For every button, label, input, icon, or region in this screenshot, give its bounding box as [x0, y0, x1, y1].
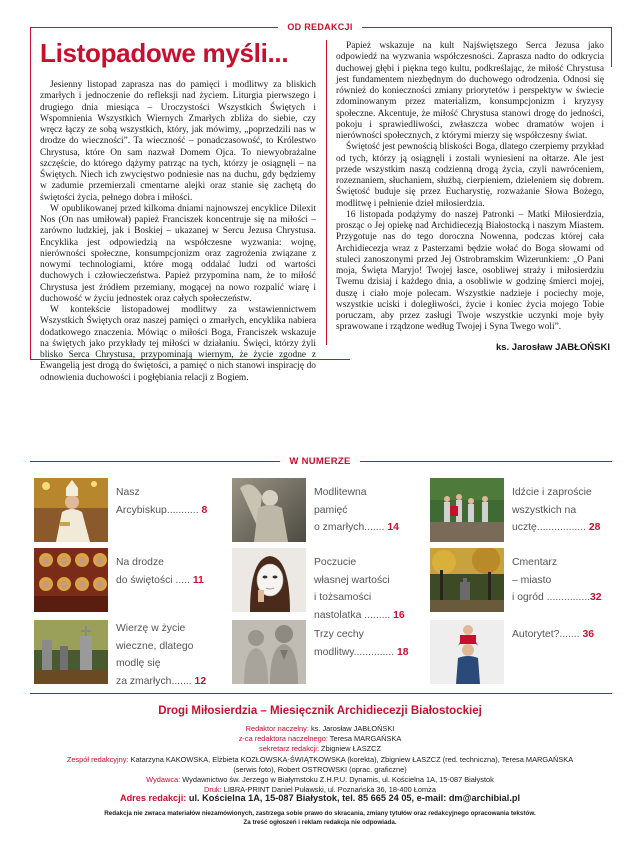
paragraph: Świętość jest pewnością bliskości Boga, dlatego czerpiemy przykład od tych, którzy ją osiągnęli i zostali wyniesieni na ołtarze. Ale jest przede wszystkim naszą codzienną drogą życia, czyli nawróceniem, rozeznaniem, słuchaniem, służbą, cierpieniem, dzieleniem się dobrem. Świętość buduje się przez Eucharystię, rozważanie Słowa Bożego, modlitwę i pełnienie dzieł miłosierdzia.: [336, 142, 604, 209]
paragraph: W kontekście listopadowej modlitwy za wstawiennictwem Wszystkich Świętych oraz naszej pamięci o zmarłych, encyklika nabiera dodatkowego znaczenia. Mówiąc o miłości Boga, Franciszek wskazuje na świętych jako przykłady tej miłości w działaniu. Święci, którzy żyli blisko Serca Chrystusa, przypominają wiernym, że życie zgodne z Ewangelią jest drogą do świętości, a pamięć o nich stanowi inspirację do odnowienia duchowości i pogłębiania relacji z Bogiem.: [40, 305, 316, 383]
paragraph: 16 listopada podążymy do naszej Patronki – Matki Miłosierdzia, prosząc o Jej opiekę nad Archidiecezją Białostocką i naszym Miastem. Przygotuje nas do tego doroczna Nowenna, podczas której cała Archidiecezja wraz z Pasterzami będzie wołać do Boga słowami od stuleci zanoszonymi przed Jej Ostrobramskim Wizerunkiem: „O Pani moja, Święta Maryjo! Twojej łasce, osobliwej straży i miłosierdziu Twemu dzisiaj i każdego dnia, a osobliwie w godzinę śmierci mojej, duszę i ciało moje polecam. Wszystkie nadzieje i pociechy moje, wszystkie uciski i doległiwości, życie i koniec życia mojego Tobie poruczam, aby przez zasługi Twoje wszystkie uczynki moje były sprawowane i rządzone według Twojej i Syna Twego woli”.: [336, 209, 604, 333]
toc-item[interactable]: [430, 548, 602, 612]
toc-text: Nasz Arcybiskup........... 8: [116, 487, 208, 516]
article-column-right: [336, 41, 604, 334]
footer-rule: [30, 693, 612, 694]
toc-item[interactable]: [34, 620, 206, 690]
father-son-photo: [430, 620, 504, 684]
toc-item[interactable]: [430, 478, 600, 542]
praying-statues-photo: [232, 620, 306, 684]
teenager-mask-photo: [232, 548, 306, 612]
column-divider: [326, 40, 327, 345]
toc-text: Cmentarz – miasto i ogród ...............32: [512, 557, 602, 603]
toc-item[interactable]: [232, 478, 399, 542]
paragraph: W opublikowanej przed kilkoma dniami najnowszej encyklice Dilexit Nos (On nas umiłował) papież Franciszek koncentruje się na miłości – zarówno ludzkiej, jak i Boskiej – ukazanej w Sercu Jezusa Chrystusa. Encyklika jest odpowiedzią na współczesne wyzwania: wojnę, nierówności społeczne, konsumpcjonizm oraz zagrożenia związane z nowymi technologiami, które mogą oddalać ludzi od wartości duchowych i człowieczeństwa. Papież przypomina nam, że to miłość Chrystusa jest źródłem przemiany, mogącej na nowo rozpalić wiarę i duchowość w życiu jednostek oraz całych społeczeństw.: [40, 203, 316, 304]
toc-item[interactable]: [232, 548, 405, 624]
author-signature: ks. Jarosław JABŁOŃSKI: [495, 342, 610, 353]
toc-item[interactable]: [232, 620, 409, 684]
toc-text: Trzy cechy modlitwy.............. 18: [314, 629, 409, 658]
section-label: OD REDAKCJI: [278, 22, 362, 32]
frame-left: [30, 27, 31, 359]
toc-item[interactable]: [34, 478, 207, 542]
in-issue-label: W NUMERZE: [280, 456, 360, 467]
toc-text: Autorytet?....... 36: [512, 629, 595, 640]
pilgrims-photo: [430, 478, 504, 542]
article-column-left: [40, 80, 316, 384]
editorial-credits: Redaktor naczelny: ks. Jarosław JABŁOŃSKI z-ca redaktora naczelnego: Teresa MARGAŃSKA sekretarz redakcji: Zbigniew ŁASZCZ Zespół redakcyjny: Katarzyna KAKOWSKA, Elżbieta KOZŁOWSKA-ŚWIĄTKOWSKA (korekta), Zbigniew ŁASZCZ (red. techniczna), Teresa MARGAŃSKA (serwis foto), Robert OSTROWSKI (oprac. graficzne) Wydawca: Wydawnictwo św. Jerzego w Białymstoku Z.H.P.U. Dynamis, ul. Kościelna 1A, 15-087 Białystok Druk: LIBRA-PRINT Daniel Puławski, ul. Poznańska 36, 18-400 Łomża: [66, 724, 574, 795]
toc-text: Poczucie własnej wartości i tożsamości nastolatka ......... 16: [314, 557, 405, 621]
article-title: Listopadowe myśli...: [40, 38, 289, 68]
graves-photo: [34, 620, 108, 684]
toc-item[interactable]: [430, 620, 594, 684]
saints-icon-painting: [34, 548, 108, 612]
toc-text: Modlitewna pamięć o zmarłych....... 14: [314, 487, 399, 533]
paragraph: Papież wskazuje na kult Najświętszego Serca Jezusa jako odpowiedź na wyzwania współczesności. Zaprasza nadto do odkrycia duchowej głębi i piękna tego kultu, podkreślając, że miłość Chrystusa jest fundamentem niezbędnym do duchowego odrodzenia. Odnosi się również do konieczności zmiany priorytetów i perspektyw w świecie zdominowanym przez materializm, konsumpcjonizm i kryzysy społeczne. Akcentuje, że miłość Chrystusa stanowi drogę do jedności, pokoju i sprawiedliwości, zwłaszcza wobec dramatów wojen i nierówności społecznych, z którymi mierzy się współczesny świat.: [336, 41, 604, 141]
magazine-title: Drogi Miłosierdzia – Miesięcznik Archidiecezji Białostockiej: [158, 705, 482, 717]
archbishop-photo: [34, 478, 108, 542]
cemetery-photo: [430, 548, 504, 612]
toc-text: Wierzę w życie wieczne, dlatego modlę się za zmarłych....... 12: [116, 623, 207, 687]
frame-right: [611, 27, 612, 67]
disclaimer: Redakcja nie zwraca materiałów niezamówionych, zastrzega sobie prawo do skracania, zmiany tytułów oraz redakcyjnego opracowania tekstów. Za treść ogłoszeń i reklam redakcja nie odpowiada.: [104, 810, 536, 826]
editorial-address: Adres redakcji: ul. Kościelna 1A, 15-087 Białystok, tel. 85 665 24 05, e-mail: dm@archibial.pl: [119, 793, 521, 803]
toc-text: Na drodze do świętości ..... 11: [116, 557, 204, 586]
toc-item[interactable]: [34, 548, 204, 612]
toc-text: Idźcie i zaproście wszystkich na ucztę................. 28: [512, 487, 601, 533]
paragraph: Jesienny listopad zaprasza nas do pamięci i modlitwy za bliskich zmarłych i jednoczenie do refleksji nad życiem. Liturgia pierwszego i drugiego dnia miesiąca – Uroczystości Wszystkich Świętych i Wspomnienia Wszystkich Wiernych Zmarłych zbliża do siebie, czy wręcz łączy ze sobą wszystkich, który, jak mówimy, „poprzedzili nas w drodze do wieczności”. Ta wieczność – ponadczasowość, to Królestwo Chrystusa, które On sam nazwał Domem Ojca. To niewyobrażalne szczęście, do którego dążymy patrząc na tych, którzy je osiągnęli – na Świętych. Niech ich zwycięstwo podniesie nas na duchu, gdy będziemy w zadumie przemierzali cmentarne alejki oraz stanie się zachętą do świętości życia, pełnego dobra i miłości.: [40, 80, 316, 203]
angel-statue-photo: [232, 478, 306, 542]
